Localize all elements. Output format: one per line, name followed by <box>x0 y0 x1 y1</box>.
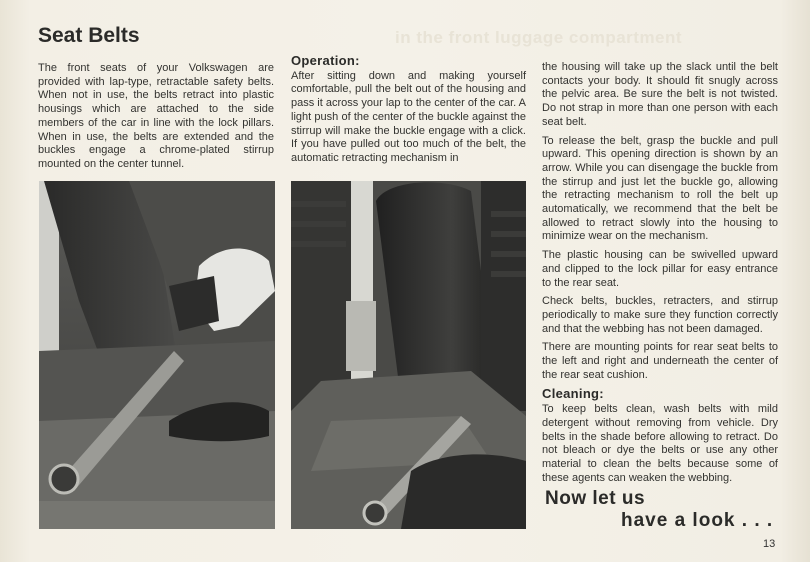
cleaning-heading: Cleaning: <box>542 386 604 402</box>
cta-line-2: have a look . . . <box>621 510 774 531</box>
operation-heading: Operation: <box>291 53 360 68</box>
right-column <box>542 61 778 490</box>
cta-line-1: Now let us <box>545 488 646 509</box>
paragraph-rear-mounts: There are mounting points for rear seat belts to the left and right and underneath the center of the rear seat cushion. <box>542 341 778 381</box>
paragraph-housing: The plastic housing can be swivelled upward and clipped to the lock pillar for easy entrance to the rear seat. <box>542 249 778 289</box>
photo-buckle-engaging <box>39 181 275 529</box>
page-title: Seat Belts <box>38 24 140 47</box>
intro-paragraph: The front seats of your Volkswagen are provided with lap-type, retractable safety belts. When not in use, the belts retract into plastic housings which are attached to the side members of the car in line with the lock pillars. When in use, the belts are extended and the buckles engage a chrome-plated stirrup mounted on the center tunnel. <box>38 62 274 170</box>
cleaning-paragraph: To keep belts clean, wash belts with mild detergent without removing from vehicle. Dry belts in the shade before allowing to retract. Do not bleach or dye the belts or use any other material to clean the belts because some of these agents can weaken the webbing. <box>542 403 778 484</box>
paragraph-release: To release the belt, grasp the buckle and pull upward. This opening direction is shown by an arrow. While you can disengage the buckle from the stirrup and just let the buckle go, allowing the retracting mechanism to roll the belt up automatically, we recommend that the belt be allowed to retract slowly into the housing to minimize wear on the mechanism. <box>542 134 778 243</box>
page-number: 13 <box>763 538 776 550</box>
bleed-through-text: in the front luggage compartment <box>395 28 683 47</box>
paragraph-check: Check belts, buckles, retracters, and stirrup periodically to make sure they function correctly and that the webbing has not been damaged. <box>542 295 778 335</box>
paragraph-fit: the housing will take up the slack until the belt contacts your body. It should fit snugly across the pelvic area. Be sure the belt is not twisted. Do not strap in more than one person with each seat belt. <box>542 61 778 128</box>
intro-column <box>38 62 274 177</box>
operation-paragraph: After sitting down and making yourself comfortable, pull the belt out of the housing and pass it across your lap to the center of the car. A light push of the center of the buckle against the stirrup will make the buckle engage with a click. If you have pulled out too much of the belt, the automatic retracting mechanism in <box>291 69 526 164</box>
photo-stirrup-tunnel <box>291 181 526 529</box>
operation-column <box>291 54 526 171</box>
